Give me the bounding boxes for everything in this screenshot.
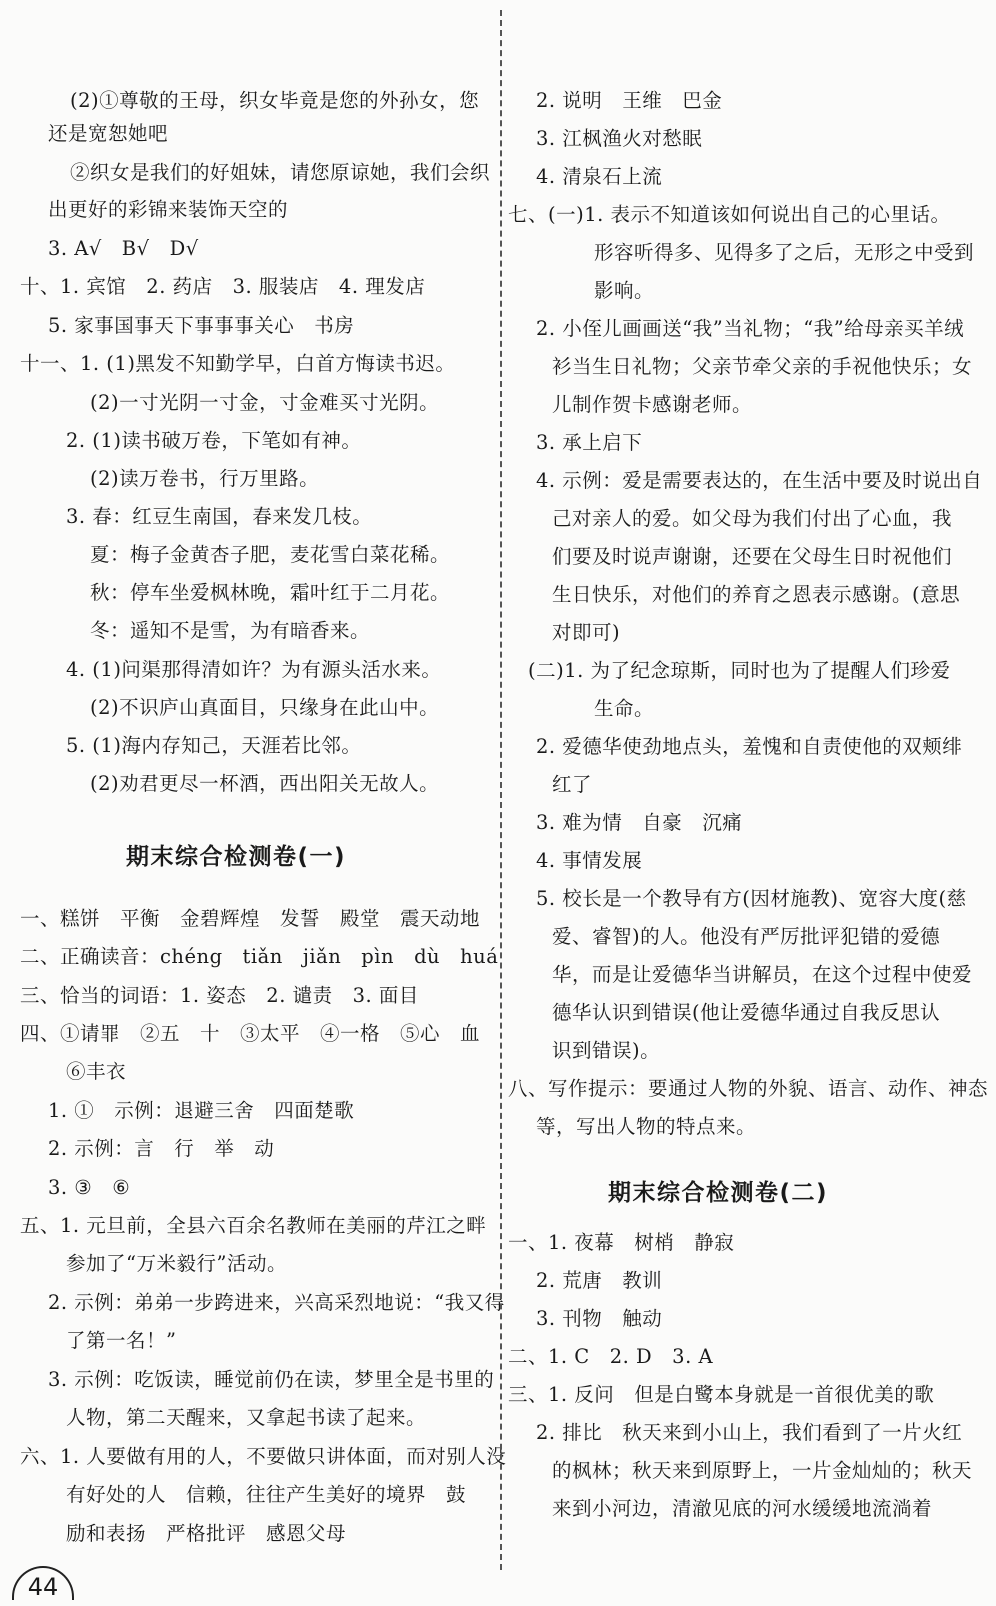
text-line: 2. 小侄儿画画送“我”当礼物；“我”给母亲买羊绒 <box>536 317 965 340</box>
text-line: 八、写作提示：要通过人物的外貌、语言、动作、神态 <box>508 1077 989 1100</box>
text-line: 夏：梅子金黄杏子肥，麦花雪白菜花稀。 <box>90 543 451 566</box>
text-line: 5. 家事国事天下事事事关心 书房 <box>48 314 355 337</box>
text-line: 出更好的彩锦来装饰天空的 <box>48 198 289 221</box>
text-line: 有好处的人 信赖，往往产生美好的境界 鼓 <box>66 1483 467 1506</box>
text-line: 华，而是让爱德华当讲解员，在这个过程中使爱 <box>552 963 973 986</box>
text-line: 三、恰当的词语：1. 姿态 2. 谴责 3. 面目 <box>20 984 419 1007</box>
text-line: 2. (1)读书破万卷，下笔如有神。 <box>66 429 362 452</box>
text-line: 4. 事情发展 <box>536 849 643 872</box>
text-line: 5. (1)海内存知己，天涯若比邻。 <box>66 734 362 757</box>
text-line: 人物，第二天醒来，又拿起书读了起来。 <box>66 1406 427 1429</box>
text-line: 3. 春：红豆生南国，春来发几枝。 <box>66 505 373 528</box>
text-line: 生命。 <box>594 697 655 720</box>
section-heading: 期末综合检测卷(二) <box>608 1180 829 1206</box>
page-number: 44 <box>12 1566 74 1600</box>
text-line: 一、糕饼 平衡 金碧辉煌 发誓 殿堂 震天动地 <box>20 907 481 930</box>
text-line: 1. ① 示例：退避三舍 四面楚歌 <box>48 1099 355 1122</box>
text-line: 还是宽恕她吧 <box>48 122 169 145</box>
text-line: ⑥丰衣 <box>66 1060 127 1083</box>
text-line: 二、正确读音：chéng tiǎn jiǎn pìn dù huá <box>20 945 499 968</box>
text-line: 来到小河边，清澈见底的河水缓缓地流淌着 <box>552 1497 933 1520</box>
text-line: 影响。 <box>594 279 655 302</box>
text-line: (2)读万卷书，行万里路。 <box>90 467 320 490</box>
text-line: 3. 示例：吃饭读，睡觉前仍在读，梦里全是书里的 <box>48 1368 495 1391</box>
text-line: 三、1. 反问 但是白鹭本身就是一首很优美的歌 <box>508 1383 935 1406</box>
text-line: 2. 示例：言 行 举 动 <box>48 1137 275 1160</box>
text-line: 五、1. 元旦前，全县六百余名教师在美丽的芹江之畔 <box>20 1214 487 1237</box>
text-line: 2. 排比 秋天来到小山上，我们看到了一片火红 <box>536 1421 963 1444</box>
text-line: 的枫林；秋天来到原野上，一片金灿灿的；秋天 <box>552 1459 973 1482</box>
text-line: 们要及时说声谢谢，还要在父母生日时祝他们 <box>552 545 953 568</box>
text-line: (2)不识庐山真面目，只缘身在此山中。 <box>90 696 440 719</box>
text-line: 红了 <box>552 773 593 796</box>
text-line: 2. 说明 王维 巴金 <box>536 89 723 112</box>
text-line: 二、1. C 2. D 3. A <box>508 1345 714 1368</box>
text-line: 2. 爱德华使劲地点头，羞愧和自责使他的双颊绯 <box>536 735 963 758</box>
text-line: 3. ③ ⑥ <box>48 1176 131 1199</box>
text-line: 3. 难为情 自豪 沉痛 <box>536 811 743 834</box>
text-line: 3. 承上启下 <box>536 431 643 454</box>
text-line: 爱、睿智)的人。他没有严厉批评犯错的爱德 <box>552 925 941 948</box>
text-line: 生日快乐，对他们的养育之恩表示感谢。(意思 <box>552 583 961 606</box>
column-divider <box>500 10 502 1570</box>
text-line: 3. 江枫渔火对愁眠 <box>536 127 703 150</box>
text-line: 励和表扬 严格批评 感恩父母 <box>66 1522 347 1545</box>
section-heading: 期末综合检测卷(一) <box>126 844 347 870</box>
text-line: (2)一寸光阴一寸金，寸金难买寸光阴。 <box>90 391 440 414</box>
text-line: (二)1. 为了纪念琼斯，同时也为了提醒人们珍爱 <box>528 659 951 682</box>
text-line: 识到错误)。 <box>552 1039 661 1062</box>
text-line: 冬：遥知不是雪，为有暗香来。 <box>90 619 371 642</box>
text-line: 4. 清泉石上流 <box>536 165 663 188</box>
text-line: 十、1. 宾馆 2. 药店 3. 服装店 4. 理发店 <box>20 275 426 298</box>
text-line: 十一、1. (1)黑发不知勤学早，白首方悔读书迟。 <box>20 352 456 375</box>
text-line: 七、(一)1. 表示不知道该如何说出自己的心里话。 <box>508 203 951 226</box>
text-line: 一、1. 夜幕 树梢 静寂 <box>508 1231 735 1254</box>
text-line: 3. A√ B√ D√ <box>48 237 199 260</box>
text-line: 4. (1)问渠那得清如许？为有源头活水来。 <box>66 658 442 681</box>
text-line: 己对亲人的爱。如父母为我们付出了心血，我 <box>552 507 953 530</box>
text-line: 5. 校长是一个教导有方(因材施教)、宽容大度(慈 <box>536 887 967 910</box>
text-line: 六、1. 人要做有用的人，不要做只讲体面，而对别人没 <box>20 1445 507 1468</box>
text-line: 四、①请罪 ②五 十 ③太平 ④一格 ⑤心 血 <box>20 1022 481 1045</box>
text-line: 衫当生日礼物；父亲节牵父亲的手祝他快乐；女 <box>552 355 973 378</box>
text-line: 秋：停车坐爱枫林晚，霜叶红于二月花。 <box>90 581 451 604</box>
text-line: 3. 刊物 触动 <box>536 1307 663 1330</box>
text-line: 对即可) <box>552 621 621 644</box>
text-line: 了第一名！” <box>66 1329 177 1352</box>
text-line: 参加了“万米毅行”活动。 <box>66 1252 287 1275</box>
text-line: 2. 示例：弟弟一步跨进来，兴高采烈地说：“我又得 <box>48 1291 505 1314</box>
text-line: 4. 示例：爱是需要表达的，在生活中要及时说出自 <box>536 469 983 492</box>
text-line: 儿制作贺卡感谢老师。 <box>552 393 753 416</box>
text-line: 2. 荒唐 教训 <box>536 1269 663 1292</box>
text-line: (2)①尊敬的王母，织女毕竟是您的外孙女，您 <box>70 89 480 112</box>
text-line: 等，写出人物的特点来。 <box>536 1115 757 1138</box>
text-line: 形容听得多、见得多了之后，无形之中受到 <box>594 241 975 264</box>
text-line: (2)劝君更尽一杯酒，西出阳关无故人。 <box>90 772 440 795</box>
text-line: ②织女是我们的好姐妹，请您原谅她，我们会织 <box>70 161 491 184</box>
text-line: 德华认识到错误(他让爱德华通过自我反思认 <box>552 1001 941 1024</box>
